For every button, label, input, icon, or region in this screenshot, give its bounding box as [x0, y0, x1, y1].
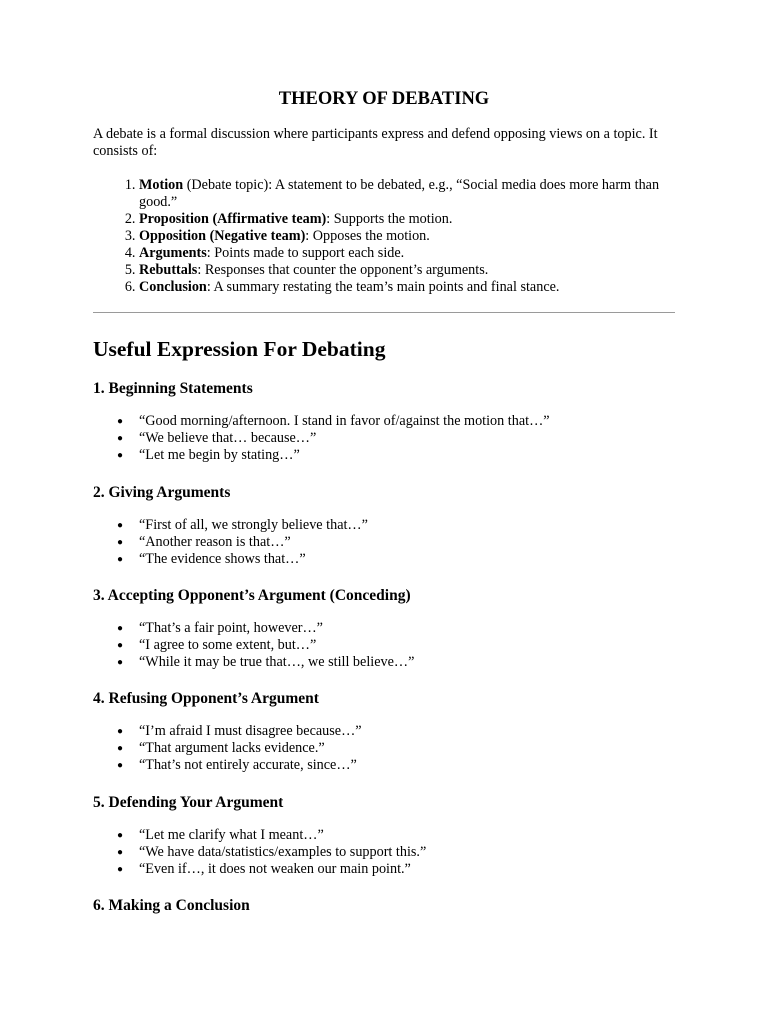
bullet-icon: ●: [117, 537, 124, 548]
list-item: [139, 262, 699, 279]
bullet-icon: ●: [117, 520, 124, 531]
bullet-icon: ●: [117, 623, 124, 634]
section-heading: 2. Giving Arguments: [93, 484, 231, 501]
expressions-heading: Useful Expression For Debating: [93, 337, 386, 361]
component-term: Conclusion: [139, 279, 207, 295]
list-item: [117, 534, 368, 551]
expression-list: [93, 413, 550, 464]
list-item: [117, 551, 368, 568]
list-item: [117, 844, 427, 861]
list-item: [117, 447, 550, 464]
bullet-icon: ●: [117, 416, 124, 427]
section-heading: 3. Accepting Opponent’s Argument (Conceding): [93, 587, 411, 604]
expression-text: “While it may be true that…, we still believe…”: [139, 654, 415, 670]
bullet-icon: ●: [117, 433, 124, 444]
expression-list: [93, 723, 362, 774]
section-heading: 1. Beginning Statements: [93, 380, 253, 397]
list-item: [117, 861, 426, 878]
component-description: (Debate topic): A statement to be debated, e.g., “Social media does more harm than good.”: [139, 177, 660, 210]
component-term: Arguments: [139, 245, 207, 261]
component-term: Opposition (Negative team): [139, 228, 306, 244]
bullet-icon: ●: [117, 847, 124, 858]
bullet-icon: ●: [117, 864, 124, 875]
expression-text: “Let me begin by stating…”: [139, 447, 300, 463]
bullet-icon: ●: [117, 640, 124, 651]
component-description: : Responses that counter the opponent’s arguments.: [197, 262, 489, 278]
expression-text: “Another reason is that…”: [139, 534, 291, 550]
list-item: [117, 740, 362, 757]
horizontal-divider: [93, 312, 675, 313]
expression-text: “Good morning/afternoon. I stand in favor of/against the motion that…”: [139, 413, 550, 429]
list-item: [117, 757, 362, 774]
list-item: [139, 177, 699, 211]
bullet-icon: ●: [117, 830, 124, 841]
list-item: [117, 620, 414, 637]
expression-text: “We believe that… because…”: [139, 430, 317, 446]
list-item: [117, 413, 550, 430]
section-giving-arguments: [93, 483, 675, 567]
section-making-conclusion: [93, 896, 675, 916]
section-defending-argument: [93, 793, 675, 877]
list-item: [117, 723, 362, 740]
debate-components-list: [93, 177, 699, 296]
expression-text: “Let me clarify what I meant…”: [139, 827, 324, 843]
bullet-icon: ●: [117, 554, 124, 565]
expression-text: “The evidence shows that…”: [139, 551, 306, 567]
component-description: : Points made to support each side.: [206, 245, 405, 261]
list-item: [139, 228, 699, 245]
expression-list: [93, 827, 426, 878]
expression-text: “We have data/statistics/examples to support this.”: [139, 844, 427, 860]
list-item: [139, 245, 699, 262]
expression-text: “That’s a fair point, however…”: [139, 620, 323, 636]
section-heading: 6. Making a Conclusion: [93, 897, 250, 914]
section-accepting-argument: [93, 586, 675, 670]
component-description: : A summary restating the team’s main points and final stance.: [206, 279, 560, 295]
bullet-icon: ●: [117, 743, 124, 754]
expression-text: “First of all, we strongly believe that…”: [139, 517, 368, 533]
expression-list: [93, 517, 368, 568]
bullet-icon: ●: [117, 726, 124, 737]
component-term: Proposition (Affirmative team): [139, 211, 327, 227]
expression-list: [93, 620, 414, 671]
bullet-icon: ●: [117, 657, 124, 668]
intro-paragraph: A debate is a formal discussion where participants express and defend opposing views on a topic. It consists of:: [93, 126, 658, 159]
component-description: : Opposes the motion.: [305, 228, 430, 244]
list-item: [117, 430, 550, 447]
section-heading: 5. Defending Your Argument: [93, 794, 284, 811]
section-refusing-argument: [93, 689, 675, 773]
expression-text: “That’s not entirely accurate, since…”: [139, 757, 357, 773]
expression-text: “I’m afraid I must disagree because…”: [139, 723, 362, 739]
list-item: [117, 654, 415, 671]
bullet-icon: ●: [117, 760, 124, 771]
list-item: [139, 279, 699, 296]
component-description: : Supports the motion.: [326, 211, 453, 227]
list-item: [139, 211, 699, 228]
bullet-icon: ●: [117, 450, 124, 461]
component-term: Rebuttals: [139, 262, 198, 278]
expression-text: “Even if…, it does not weaken our main point.”: [139, 861, 411, 877]
component-term: Motion: [139, 177, 184, 193]
section-beginning-statements: [93, 379, 675, 463]
expression-text: “That argument lacks evidence.”: [139, 740, 325, 756]
section-heading: 4. Refusing Opponent’s Argument: [93, 690, 319, 707]
expression-text: “I agree to some extent, but…”: [139, 637, 317, 653]
document-title: THEORY OF DEBATING: [278, 89, 490, 109]
list-item: [117, 827, 426, 844]
list-item: [117, 637, 414, 654]
list-item: [117, 517, 368, 534]
